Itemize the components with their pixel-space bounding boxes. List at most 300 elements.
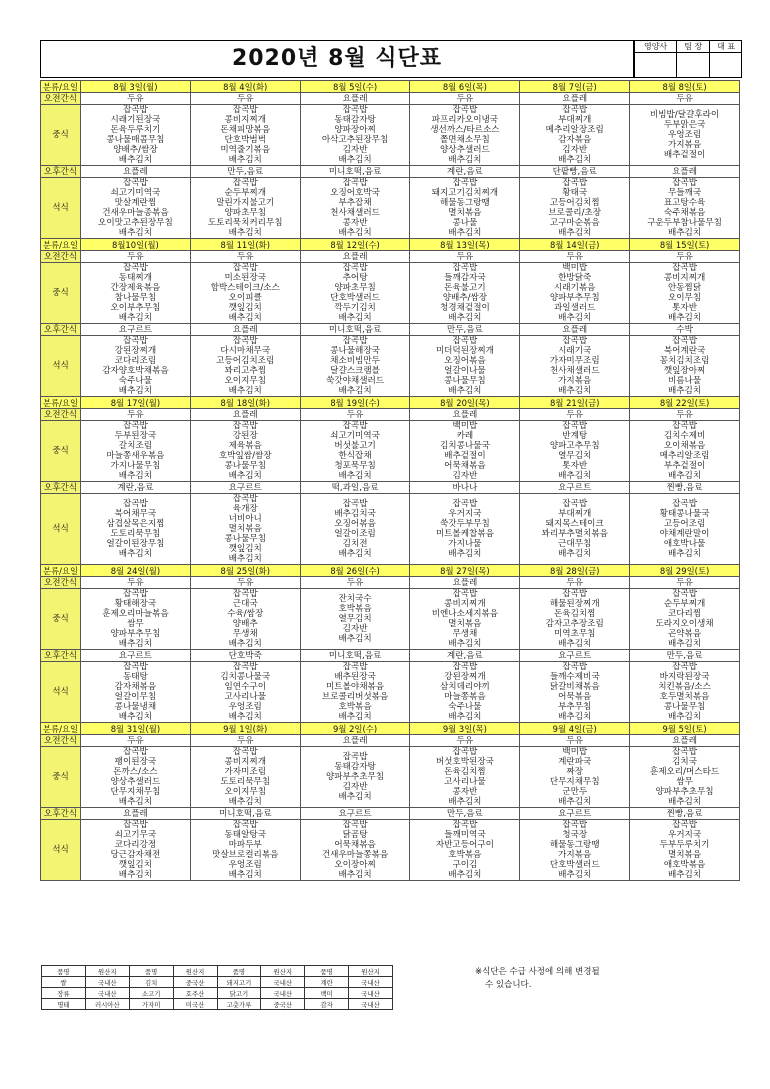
sign-slot-team-leader — [677, 53, 710, 79]
menu-item: 무생채 — [452, 629, 478, 639]
menu-item: 배추김치 — [558, 228, 592, 238]
menu-item: 근대국 — [232, 599, 258, 609]
afternoon-snack-label: 오후간식 — [41, 324, 81, 336]
dinner-row — [41, 662, 740, 723]
menu-item: 호박볶음 — [338, 604, 372, 614]
menu-item: 훈제오리/머스타드 — [649, 767, 720, 777]
menu-item: 배추김치 — [448, 386, 482, 396]
menu-item: 배추김치 — [338, 792, 372, 802]
menu-item: 콩나물무침 — [444, 376, 486, 386]
afternoon-snack-row — [41, 482, 740, 494]
menu-item: 감자고추장조림 — [545, 619, 604, 629]
lunch-cell — [520, 421, 630, 482]
menu-item: 감자볶음 — [558, 135, 592, 145]
origin-item: 품명 — [217, 966, 261, 977]
menu-item: 잔치국수 — [338, 594, 372, 604]
menu-item: 배추김치 — [338, 386, 372, 396]
day-date: 8월 5일(수) — [300, 81, 410, 93]
menu-item: 호박볶음 — [448, 850, 482, 860]
lunch-cell — [190, 589, 300, 650]
menu-item: 동태감자탕 — [334, 115, 376, 125]
afternoon-snack-row — [41, 808, 740, 820]
day-date: 8월 24일(월) — [81, 565, 191, 577]
approval-sign-box — [633, 41, 742, 77]
change-notice — [475, 966, 600, 992]
menu-item: 배추겉절이 — [444, 451, 486, 461]
menu-item: 열무김치 — [338, 614, 372, 624]
lunch-cell — [300, 747, 410, 808]
menu-item: 잡곡밥 — [672, 820, 698, 830]
origin-row — [42, 966, 393, 977]
menu-item: 오이채볶음 — [663, 441, 706, 451]
dinner-cell — [630, 494, 740, 565]
origin-country: 중국산 — [173, 977, 217, 988]
menu-item: 배추김치국 — [334, 509, 376, 519]
day-date: 8월 12일(수) — [300, 239, 410, 251]
menu-item: 잡곡밥 — [232, 747, 258, 757]
menu-item: 가자미무조림 — [549, 356, 600, 366]
day-date: 9월 2일(수) — [300, 723, 410, 735]
menu-item: 배추김치 — [558, 313, 592, 323]
menu-item: 달걀스크램블 — [330, 366, 380, 376]
morning-snack-cell: 요플레 — [300, 735, 410, 747]
afternoon-snack-cell: 요구르트 — [300, 808, 410, 820]
menu-item: 배추김치 — [448, 639, 482, 649]
menu-item: 배추된장국 — [334, 672, 376, 682]
menu-item: 순두부찌개 — [224, 188, 266, 198]
lunch-label: 중식 — [41, 421, 81, 482]
dinner-cell — [300, 820, 410, 881]
day-date: 8월 13일(목) — [410, 239, 520, 251]
day-header-row — [41, 397, 740, 409]
lunch-cell — [520, 105, 630, 166]
dinner-cell — [190, 494, 300, 565]
morning-snack-cell: 두유 — [81, 409, 191, 421]
afternoon-snack-cell: 요플레 — [520, 324, 630, 336]
dinner-cell — [520, 494, 630, 565]
menu-item: 닭곰탕 — [342, 830, 368, 840]
morning-snack-cell: 두유 — [81, 93, 191, 105]
menu-item: 해물동그랑땡 — [549, 840, 600, 850]
menu-item: 어묵볶음 — [558, 692, 592, 702]
menu-item: 잡곡밥 — [232, 421, 258, 431]
lunch-label: 중식 — [41, 589, 81, 650]
afternoon-snack-cell: 미니호떡,음료 — [300, 650, 410, 662]
dinner-row — [41, 494, 740, 565]
menu-item: 들깨미역국 — [444, 830, 486, 840]
menu-item: 잡곡밥 — [232, 820, 258, 830]
dinner-cell — [410, 336, 520, 397]
menu-item: 잡곡밥 — [562, 589, 588, 599]
menu-item: 코다리조림 — [114, 356, 157, 366]
menu-item: 들깨감자국 — [444, 273, 486, 283]
menu-item: 건새우마늘종볶음 — [102, 208, 169, 218]
menu-item: 오이지무침 — [224, 376, 266, 386]
lunch-cell — [410, 421, 520, 482]
morning-snack-cell: 두유 — [190, 577, 300, 589]
dinner-label: 석식 — [41, 336, 81, 397]
menu-item: 잡곡밥 — [342, 105, 368, 115]
menu-item: 천사채샐러드 — [330, 208, 380, 218]
menu-item: 훈제오리마늘볶음 — [102, 609, 169, 619]
dinner-cell — [81, 662, 191, 723]
afternoon-snack-cell: 떡,과일,음료 — [300, 482, 410, 494]
menu-item: 호박잎쌈/쌈장 — [218, 451, 272, 461]
menu-item: 쌈무 — [676, 777, 693, 787]
menu-item: 꽁치김치조림 — [659, 356, 710, 366]
menu-item: 아삭고추된장무침 — [321, 135, 389, 145]
menu-item: 콩자반 — [342, 218, 368, 228]
menu-item: 배추김치 — [228, 870, 262, 880]
menu-item: 단호박샐러드 — [549, 860, 600, 870]
menu-item: 쇠고기미역국 — [110, 188, 161, 198]
menu-item: 잡곡밥 — [672, 662, 698, 672]
menu-item: 쇠고기미역국 — [330, 431, 380, 441]
menu-item: 김자반 — [342, 782, 368, 792]
morning-snack-cell: 요플레 — [190, 409, 300, 421]
menu-item: 배추김치 — [118, 639, 153, 649]
menu-item: 다시마채무국 — [220, 346, 271, 356]
menu-item: 가지나물무침 — [110, 461, 161, 471]
menu-item: 부대찌개 — [558, 115, 592, 125]
menu-item: 배추김치 — [448, 870, 482, 880]
menu-item: 돈육두루치기 — [110, 125, 161, 135]
menu-item: 부추겉절이 — [663, 461, 706, 471]
day-header-row — [41, 81, 740, 93]
afternoon-snack-cell: 만두,음료 — [630, 650, 740, 662]
menu-item: 우엉조림 — [667, 130, 702, 140]
lunch-cell — [190, 421, 300, 482]
day-date: 9월 5일(토) — [630, 723, 740, 735]
menu-item: 얼갈이나물 — [444, 366, 486, 376]
menu-item: 표고탕수육 — [663, 198, 706, 208]
lunch-cell — [81, 105, 191, 166]
menu-item: 깻잎김치 — [118, 860, 153, 870]
menu-item: 해물동그랑땡 — [439, 198, 490, 208]
day-date: 8월 21일(금) — [520, 397, 630, 409]
origin-country: 국내산 — [261, 988, 305, 999]
menu-item: 배추김치 — [118, 313, 153, 323]
menu-item: 콩비지찌개 — [663, 273, 706, 283]
menu-item: 배추김치 — [667, 797, 702, 807]
menu-item: 마늘쫑새우볶음 — [106, 451, 165, 461]
menu-item: 잡곡밥 — [452, 820, 478, 830]
afternoon-snack-label: 오후간식 — [41, 482, 81, 494]
menu-item: 단호박범벅 — [224, 135, 266, 145]
morning-snack-cell: 두유 — [81, 577, 191, 589]
afternoon-snack-cell: 만두,음료 — [190, 166, 300, 178]
lunch-row — [41, 263, 740, 324]
menu-item: 추어탕 — [342, 273, 368, 283]
menu-item: 배추김치 — [118, 228, 153, 238]
menu-item: 열무김치 — [558, 451, 592, 461]
menu-item: 잡곡밥 — [342, 263, 368, 273]
afternoon-snack-label: 오후간식 — [41, 808, 81, 820]
change-notice-line: 수 있습니다. — [485, 980, 532, 990]
menu-item: 두부맑은국 — [663, 120, 706, 130]
morning-snack-cell: 두유 — [630, 409, 740, 421]
day-header-row — [41, 723, 740, 735]
menu-item: 숙주나물 — [448, 702, 482, 712]
dinner-cell — [81, 178, 191, 239]
menu-item: 구운두부참나물무침 — [647, 218, 722, 228]
menu-item: 참나물무침 — [114, 293, 157, 303]
menu-item: 쑥갓야채샐러드 — [326, 376, 385, 386]
dinner-cell — [300, 494, 410, 565]
morning-snack-label: 오전간식 — [41, 577, 81, 589]
menu-item: 고사리나물 — [444, 777, 486, 787]
origin-country: 국내산 — [349, 988, 393, 999]
dinner-cell — [630, 662, 740, 723]
lunch-label: 중식 — [41, 263, 81, 324]
origin-item: 김치 — [129, 977, 173, 988]
dinner-cell — [410, 820, 520, 881]
menu-item: 동태찌개 — [118, 273, 153, 283]
day-date: 8월 27일(목) — [410, 565, 520, 577]
menu-item: 어묵채볶음 — [444, 461, 486, 471]
menu-item: 김자반 — [562, 145, 588, 155]
lunch-cell — [81, 747, 191, 808]
afternoon-snack-cell: 수박 — [630, 324, 740, 336]
menu-item: 도토리묵무침 — [220, 777, 271, 787]
origin-item: 계란 — [305, 977, 349, 988]
dinner-cell — [520, 336, 630, 397]
morning-snack-cell: 두유 — [190, 93, 300, 105]
menu-item: 잡곡밥 — [562, 336, 588, 346]
origin-country: 국내산 — [349, 999, 393, 1010]
lunch-label: 중식 — [41, 105, 81, 166]
menu-item: 김자반 — [452, 471, 478, 481]
menu-item: 오이부추무침 — [110, 303, 161, 313]
menu-item: 잡곡밥 — [232, 263, 258, 273]
menu-item: 김치전 — [342, 539, 368, 549]
menu-item: 들깨수제비국 — [549, 672, 600, 682]
morning-snack-cell: 두유 — [630, 93, 740, 105]
menu-item: 배추김치 — [448, 155, 482, 165]
afternoon-snack-cell: 바나나 — [410, 482, 520, 494]
menu-item: 황태해장국 — [114, 599, 157, 609]
morning-snack-cell: 두유 — [520, 409, 630, 421]
menu-item: 멸치볶음 — [667, 850, 702, 860]
morning-snack-cell: 요플레 — [520, 93, 630, 105]
menu-item: 마파두부 — [228, 840, 262, 850]
origin-item: 품명 — [305, 966, 349, 977]
menu-item: 곤약볶음 — [667, 629, 702, 639]
menu-item: 애호박볶음 — [663, 860, 706, 870]
menu-item: 강된장 — [232, 431, 258, 441]
menu-item: 배추김치 — [558, 797, 592, 807]
morning-snack-cell: 두유 — [520, 251, 630, 263]
dinner-row — [41, 178, 740, 239]
origin-country: 원산지 — [85, 966, 129, 977]
afternoon-snack-row — [41, 650, 740, 662]
afternoon-snack-cell: 요플레 — [81, 166, 191, 178]
day-date: 8월 19일(수) — [300, 397, 410, 409]
origin-item: 명태 — [42, 999, 86, 1010]
morning-snack-label: 오전간식 — [41, 735, 81, 747]
menu-item: 비엔나소세지볶음 — [431, 609, 499, 619]
menu-item: 배추김치 — [448, 228, 482, 238]
menu-item: 오이피클 — [228, 293, 262, 303]
menu-item: 배추김치 — [558, 549, 592, 559]
afternoon-snack-cell: 요구르트 — [520, 808, 630, 820]
lunch-cell — [300, 589, 410, 650]
menu-item: 동태탕 — [122, 672, 148, 682]
afternoon-snack-cell: 요플레 — [630, 166, 740, 178]
menu-item: 양파부추초무침 — [326, 772, 385, 782]
menu-item: 채소비빔만두 — [330, 356, 380, 366]
menu-item: 양배추 — [232, 619, 258, 629]
afternoon-snack-cell: 요플레 — [81, 808, 191, 820]
day-date: 9월 4일(금) — [520, 723, 630, 735]
menu-item: 배추김치 — [667, 549, 702, 559]
day-header-label: 분류/요일 — [41, 239, 81, 251]
menu-item: 양파초무침 — [334, 283, 376, 293]
menu-item: 배추김치 — [667, 386, 702, 396]
menu-item: 미트볼케찹볶음 — [435, 529, 494, 539]
menu-item: 잡곡밥 — [122, 105, 148, 115]
menu-item: 잡곡밥 — [452, 589, 478, 599]
dinner-label: 석식 — [41, 820, 81, 881]
menu-item: 고사리나물 — [224, 692, 266, 702]
menu-item: 동태감자탕 — [334, 762, 376, 772]
menu-item: 말린가지불고기 — [216, 198, 275, 208]
menu-item: 양배추/쌈장 — [113, 145, 158, 155]
afternoon-snack-cell: 단팥빵,음료 — [520, 166, 630, 178]
lunch-cell — [300, 421, 410, 482]
menu-item: 꽈리부추멸치볶음 — [541, 529, 608, 539]
menu-item: 잡곡밥 — [452, 263, 478, 273]
day-date: 8월 15일(토) — [630, 239, 740, 251]
menu-item: 순두부찌개 — [663, 599, 706, 609]
menu-item: 삼겹살목은지찜 — [106, 519, 165, 529]
menu-item: 배추김치 — [338, 471, 372, 481]
morning-snack-cell: 두유 — [81, 251, 191, 263]
origin-country: 국내산 — [261, 977, 305, 988]
dinner-cell — [190, 178, 300, 239]
day-date: 9월 3일(목) — [410, 723, 520, 735]
menu-item: 가지볶음 — [558, 376, 592, 386]
menu-item: 너비아니 — [228, 514, 262, 524]
afternoon-snack-cell: 계란,음료 — [410, 166, 520, 178]
lunch-cell — [520, 747, 630, 808]
day-date: 8월 18일(화) — [190, 397, 300, 409]
menu-item: 카레 — [456, 431, 474, 441]
menu-item: 배추김치 — [448, 712, 482, 722]
menu-item: 맛살계란찜 — [114, 198, 157, 208]
menu-item: 미트볼야채볶음 — [326, 682, 385, 692]
menu-item: 배추김치 — [118, 549, 153, 559]
menu-item: 콩비지찌개 — [224, 757, 266, 767]
menu-item: 도라지오이생채 — [655, 619, 714, 629]
menu-item: 잡곡밥 — [122, 662, 148, 672]
morning-snack-cell: 요플레 — [300, 93, 410, 105]
menu-item: 돈채피망볶음 — [220, 125, 271, 135]
sign-label-dietitian: 영양사 — [635, 41, 677, 53]
morning-snack-cell: 두유 — [190, 251, 300, 263]
menu-item: 가자미조림 — [224, 767, 266, 777]
day-date: 8월 7일(금) — [520, 81, 630, 93]
dinner-cell — [520, 820, 630, 881]
menu-item: 콩나물냉채 — [114, 702, 157, 712]
menu-item: 잡곡밥 — [672, 747, 698, 757]
menu-item: 배추김치 — [558, 712, 592, 722]
origin-country: 원산지 — [261, 966, 305, 977]
dinner-cell — [81, 820, 191, 881]
menu-item: 콩자반 — [452, 787, 478, 797]
menu-item: 자반고등어구이 — [435, 840, 494, 850]
dinner-cell — [190, 336, 300, 397]
day-date: 8월 26일(수) — [300, 565, 410, 577]
menu-item: 잡곡밥 — [342, 820, 368, 830]
menu-item: 깻잎김치 — [228, 303, 262, 313]
afternoon-snack-cell: 요구르트 — [520, 482, 630, 494]
origin-row — [42, 999, 393, 1010]
menu-item: 청경채겉절이 — [439, 303, 490, 313]
menu-item: 오이지무침 — [224, 787, 266, 797]
menu-item: 배추김치 — [667, 712, 702, 722]
origin-country: 국내산 — [349, 977, 393, 988]
menu-item: 숙주채볶음 — [663, 208, 706, 218]
menu-item: 치킨볶음/소스 — [658, 682, 711, 692]
lunch-cell — [410, 263, 520, 324]
day-header-row — [41, 239, 740, 251]
lunch-cell — [630, 263, 740, 324]
lunch-cell — [300, 263, 410, 324]
menu-item: 멸치볶음 — [448, 619, 482, 629]
menu-item: 깻잎김치 — [228, 544, 262, 554]
origin-item: 가자미 — [129, 999, 173, 1010]
menu-item: 잡곡밥 — [452, 178, 478, 188]
menu-item: 돼지목스테이크 — [545, 519, 604, 529]
menu-item: 잡곡밥 — [452, 662, 478, 672]
page-title: 2020년 8월 식단표 — [231, 46, 443, 71]
lunch-cell — [630, 747, 740, 808]
menu-item: 삼치데리야끼 — [439, 682, 490, 692]
menu-item: 배추김치 — [667, 228, 702, 238]
origin-country: 러시아산 — [85, 999, 129, 1010]
menu-item: 오이장아찌 — [334, 860, 376, 870]
lunch-row — [41, 747, 740, 808]
menu-item: 잡곡밥 — [562, 178, 588, 188]
menu-item: 잡곡밥 — [122, 589, 148, 599]
menu-item: 강된장찌개 — [444, 672, 486, 682]
morning-snack-cell: 요플레 — [410, 577, 520, 589]
menu-item: 콩나물해장국 — [330, 346, 380, 356]
menu-item: 해물된장찌개 — [549, 599, 600, 609]
menu-item: 황태콩나물국 — [659, 509, 710, 519]
lunch-cell — [520, 263, 630, 324]
morning-snack-label: 오전간식 — [41, 409, 81, 421]
menu-item: 제육볶음 — [228, 441, 262, 451]
lunch-row — [41, 105, 740, 166]
menu-item: 부추무침 — [558, 702, 592, 712]
morning-snack-row — [41, 409, 740, 421]
menu-item: 우거지국 — [667, 830, 702, 840]
menu-item: 단호박샐러드 — [330, 293, 380, 303]
menu-item: 배추김치 — [118, 155, 153, 165]
menu-item: 반계탕 — [562, 431, 588, 441]
lunch-cell — [630, 589, 740, 650]
menu-item: 콩비지찌개 — [224, 115, 266, 125]
menu-item: 한식잡채 — [338, 451, 372, 461]
menu-item: 잡곡밥 — [562, 662, 588, 672]
menu-item: 어묵채볶음 — [334, 840, 376, 850]
morning-snack-cell: 요플레 — [630, 735, 740, 747]
menu-item: 잡곡밥 — [452, 747, 478, 757]
menu-item: 배추김치 — [338, 634, 372, 644]
menu-item: 양파부추무침 — [549, 293, 600, 303]
